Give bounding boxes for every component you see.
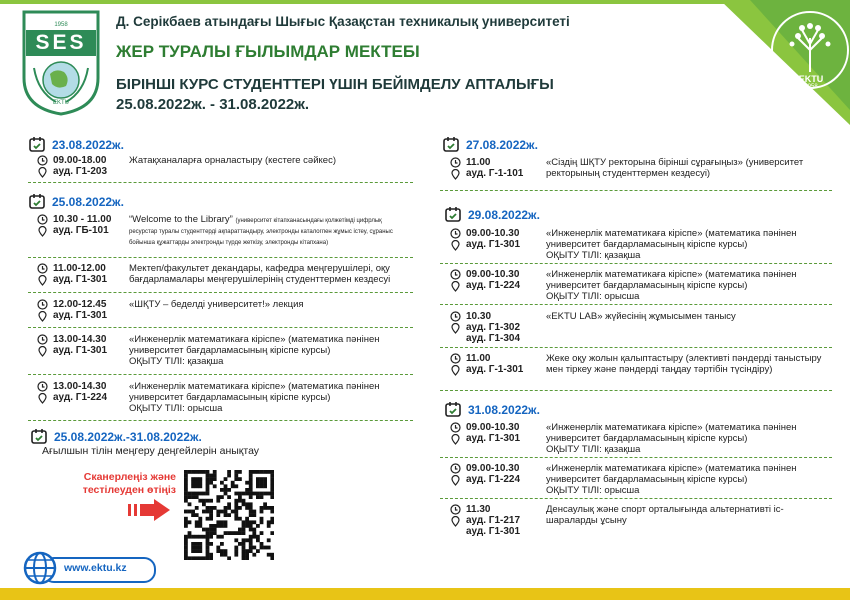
day-date: 31.08.2022ж.: [468, 403, 540, 417]
divider: [440, 190, 832, 191]
event-time: 11.00: [466, 353, 491, 364]
divider: [440, 390, 832, 391]
event-title: “Welcome to the Library”: [129, 214, 233, 225]
event-desc: Жатақханаларға орналастыру (кестеге сәйкес): [129, 155, 336, 166]
clock-icon: [450, 311, 461, 322]
corner-triangle: [680, 0, 850, 125]
divider: [440, 304, 832, 305]
corner-logo-area: [680, 0, 850, 125]
location-pin-icon: [450, 516, 461, 527]
day-heading: [466, 138, 538, 152]
day-date: 23.08.2022ж.: [52, 138, 124, 152]
location-pin-icon: [450, 323, 461, 334]
location-pin-icon: [37, 167, 48, 178]
location-pin-icon: [450, 169, 461, 180]
event-item: [466, 311, 831, 344]
event-desc: Денсаулық және спорт орталығында альтернативті іс-шараларды ұсыну: [546, 504, 784, 526]
english-level-text: Ағылшын тілін меңгеру деңгейлерін анықтау: [42, 445, 260, 457]
clock-icon: [450, 422, 461, 433]
divider: [28, 257, 413, 258]
event-time: 13.00-14.30: [53, 334, 107, 345]
event-note: (университет кітапханасындағы қолжетімді цифрлық ресурстар туралы студенттерді ақпараттандыру, электронды каталогпен жұмыс істеу, сұраныс бойынша құжаттарды электронды түрде жеткізу, электронды кітапхана): [129, 218, 393, 246]
event-item: [53, 214, 413, 246]
bottom-accent-bar: [0, 588, 850, 600]
day-heading: [52, 138, 124, 152]
location-pin-icon: [37, 226, 48, 237]
event-desc: [129, 334, 411, 367]
event-item: [466, 353, 831, 375]
event-time: 13.00-14.30: [53, 381, 107, 392]
event-item: [466, 228, 831, 261]
divider: [28, 374, 413, 375]
divider: [28, 292, 413, 293]
divider: [28, 327, 413, 328]
event-item: [53, 334, 413, 367]
event-desc: [129, 214, 411, 247]
event-item: [466, 269, 831, 302]
event-time: 09.00-18.00: [53, 155, 107, 166]
event-title: «Инженерлік математикаға кіріспе» (математика пәнінен университет бағдарламасының кіріспе курсы): [546, 228, 797, 250]
event-room: ауд. Г1-224: [53, 392, 108, 403]
clock-icon: [37, 263, 48, 274]
event-language: ОҚЫТУ ТІЛІ: қазақша: [546, 444, 641, 455]
event-title: «Инженерлік математикаға кіріспе» (математика пәнінен университет бағдарламасының кіріспе курсы): [546, 463, 797, 485]
clock-icon: [37, 299, 48, 310]
location-pin-icon: [450, 475, 461, 486]
event-time: 12.00-12.45: [53, 299, 107, 310]
event-desc: Жеке оқу жолын қалыптастыру (элективті пәндерді таныстыру мен тіркеу және пәндерді таңдау тәртібін түсіндіру): [546, 353, 822, 375]
calendar-icon: [30, 427, 48, 445]
event-item: [466, 463, 831, 496]
corner-logo-year: 1958: [804, 84, 818, 90]
divider: [28, 182, 413, 183]
location-pin-icon: [450, 365, 461, 376]
ses-logo-text: SES: [35, 31, 87, 54]
ses-logo-sub: EKTU: [52, 100, 69, 106]
event-time: 11.00-12.00: [53, 263, 106, 274]
location-pin-icon: [37, 311, 48, 322]
day-heading: [468, 403, 540, 417]
event-room: ауд. ГБ-101: [53, 225, 109, 236]
event-language: ОҚЫТУ ТІЛІ: қазақша: [546, 250, 641, 261]
clock-icon: [450, 463, 461, 474]
location-pin-icon: [37, 275, 48, 286]
school-title: ЖЕР ТУРАЛЫ ҒЫЛЫМДАР МЕКТЕБІ: [116, 42, 420, 61]
event-item: [466, 504, 831, 537]
divider: [28, 420, 413, 421]
event-room: ауд. Г1-301: [466, 433, 521, 444]
svg-text:1958: 1958: [54, 22, 68, 28]
event-title: «Инженерлік математикаға кіріспе» (математика пәнінен университет бағдарламасының кіріспе курсы): [546, 422, 797, 444]
location-pin-icon: [450, 240, 461, 251]
event-time: 10.30 - 11.00: [53, 214, 112, 225]
globe-icon: [22, 550, 58, 586]
website-link[interactable]: www.ektu.kz: [64, 562, 127, 574]
event-desc: [546, 422, 831, 455]
clock-icon: [37, 334, 48, 345]
week-dates: 25.08.2022ж. - 31.08.2022ж.: [116, 96, 310, 113]
divider: [440, 498, 832, 499]
scan-instruction: Сканерлеңіз және тестілеуден өтіңіз: [82, 471, 176, 496]
event-time: 09.00-10.30: [466, 463, 520, 474]
calendar-icon: [28, 135, 46, 153]
event-room: ауд. Г1-224: [466, 474, 521, 485]
event-language: ОҚЫТУ ТІЛІ: орысша: [546, 291, 640, 302]
university-name: Д. Серікбаев атындағы Шығыс Қазақстан техникалық университеті: [116, 14, 570, 29]
event-room: ауд. Г-1-101: [466, 168, 524, 179]
event-time: 10.30: [466, 311, 492, 322]
divider: [440, 263, 832, 264]
event-language: ОҚЫТУ ТІЛІ: орысша: [129, 403, 223, 414]
event-language: ОҚЫТУ ТІЛІ: қазақша: [129, 356, 224, 367]
arrow-right-icon: [128, 499, 172, 521]
event-room: ауд. Г1-301: [53, 274, 108, 285]
event-time: 11.00: [466, 157, 491, 168]
calendar-icon: [442, 135, 460, 153]
event-room-secondary: ауд. Г1-301: [466, 526, 521, 537]
event-desc: Мектеп/факультет декандары, кафедра меңгерушілері, оқу бағдарламалары меңгерушілерінің студенттермен кездесуі: [129, 263, 391, 285]
event-room: ауд. Г1-301: [53, 345, 108, 356]
ses-emblem: [20, 8, 102, 116]
event-time: 09.00-10.30: [466, 269, 520, 280]
event-item: [53, 381, 413, 414]
day-heading: [54, 430, 202, 444]
location-pin-icon: [37, 393, 48, 404]
clock-icon: [450, 504, 461, 515]
event-title: «Инженерлік математикаға кіріспе» (математика пәнінен университет бағдарламасының кіріспе курсы): [129, 381, 380, 403]
location-pin-icon: [450, 281, 461, 292]
event-room: ауд. Г1-203: [53, 166, 108, 177]
event-desc: [546, 228, 831, 261]
divider: [440, 457, 832, 458]
event-room: ауд. Г1-302: [466, 322, 521, 333]
calendar-icon: [28, 192, 46, 210]
clock-icon: [37, 155, 48, 166]
week-title: БІРІНШІ КУРС СТУДЕНТТЕРІ ҮШІН БЕЙІМДЕЛУ АПТАЛЫҒЫ: [116, 76, 554, 93]
event-desc: «ШҚТУ – беделді университет!» лекция: [129, 299, 304, 310]
clock-icon: [450, 157, 461, 168]
event-time: 11.30: [466, 504, 491, 515]
clock-icon: [450, 353, 461, 364]
day-date: 25.08.2022ж.-31.08.2022ж.: [54, 430, 202, 444]
location-pin-icon: [450, 434, 461, 445]
event-item: [466, 157, 831, 179]
calendar-icon: [444, 400, 462, 418]
event-title: «Инженерлік математикаға кіріспе» (математика пәнінен университет бағдарламасының кіріспе курсы): [129, 334, 380, 356]
event-room: ауд. Г-1-301: [466, 364, 524, 375]
event-room: ауд. Г1-301: [466, 239, 521, 250]
event-desc: «EKTU LAB» жүйесінің жұмысымен танысу: [546, 311, 736, 322]
event-title: «Инженерлік математикаға кіріспе» (математика пәнінен университет бағдарламасының кіріспе курсы): [546, 269, 797, 291]
day-heading: [468, 208, 540, 222]
clock-icon: [450, 269, 461, 280]
event-item: [53, 155, 413, 177]
event-item: [53, 299, 413, 321]
event-room: ауд. Г1-217: [466, 515, 521, 526]
location-pin-icon: [37, 346, 48, 357]
corner-logo-text: EKTU: [798, 74, 824, 84]
event-desc: [129, 381, 411, 414]
event-room: ауд. Г1-301: [53, 310, 108, 321]
event-time: 09.00-10.30: [466, 422, 520, 433]
event-language: ОҚЫТУ ТІЛІ: орысша: [546, 485, 640, 496]
qr-code[interactable]: [184, 470, 274, 560]
event-item: [466, 422, 831, 455]
day-heading: [52, 195, 124, 209]
day-date: 27.08.2022ж.: [466, 138, 538, 152]
event-item: [53, 263, 413, 285]
event-desc: «Сіздің ШҚТУ ректорына бірінші сұрағыңыз» (университет ректорының студенттермен кездесуі): [546, 157, 804, 179]
calendar-icon: [444, 205, 462, 223]
event-time: 09.00-10.30: [466, 228, 520, 239]
divider: [440, 347, 832, 348]
clock-icon: [450, 228, 461, 239]
event-room-secondary: ауд. Г1-304: [466, 333, 521, 344]
event-desc: [546, 269, 831, 302]
event-desc: [546, 463, 831, 496]
clock-icon: [37, 214, 48, 225]
event-room: ауд. Г1-224: [466, 280, 521, 291]
day-date: 29.08.2022ж.: [468, 208, 540, 222]
day-date: 25.08.2022ж.: [52, 195, 124, 209]
clock-icon: [37, 381, 48, 392]
